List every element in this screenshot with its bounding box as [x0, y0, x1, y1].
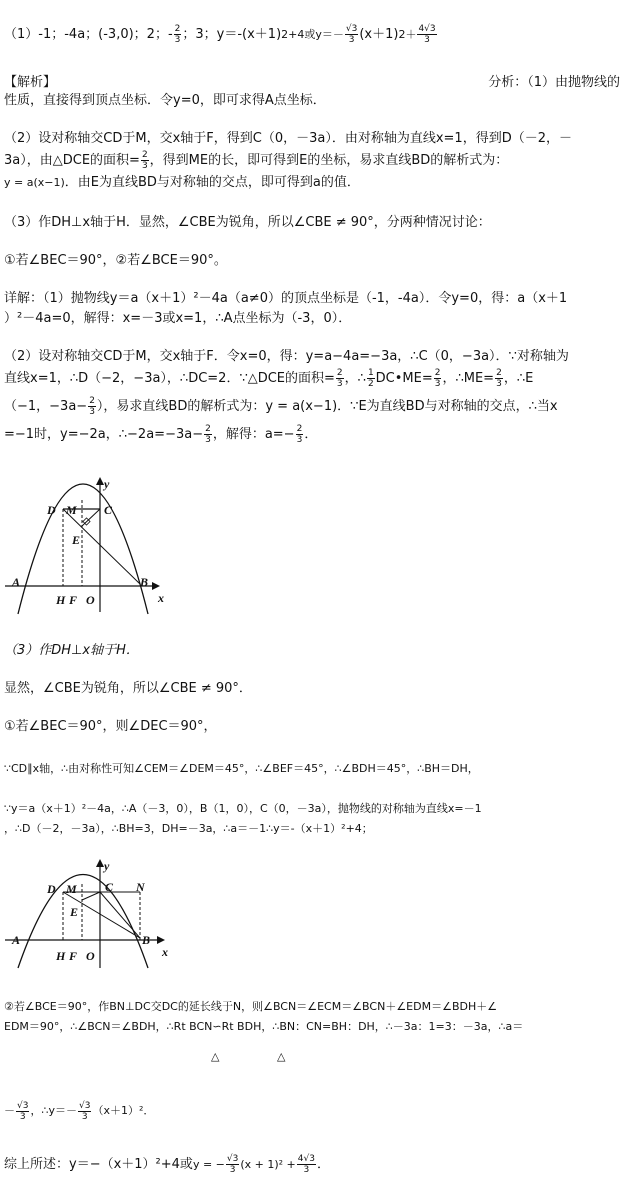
parabola-figure-2	[0, 856, 180, 974]
label-d: D	[47, 882, 56, 896]
x-axis-arrow	[157, 936, 165, 944]
parabola-curve	[18, 875, 151, 969]
analysis-heading: 分析：（1）由抛物线的	[488, 75, 620, 90]
detail-line4: 直线x=1，∴D（−2，−3a），∴DC=2．∵△DCE的面积= $\frac{2}{3}$ ，∴ $\frac{1}{2}$ DC•ME= $\frac{2}{3}$ ，∴ME= $\frac{2}{3}$ ，∴E	[4, 368, 534, 389]
detail-line1: 详解：（1）抛物线y＝a（x＋1）²－4a（a≠0）的顶点坐标是（-1，-4a）．令y=0，得：a（x＋1	[4, 291, 568, 306]
fraction: $\frac{2}{3}$	[89, 396, 95, 417]
summary-line: 综上所述：y＝−（x＋1）²+4或y = − $\frac{√3}{3}$ (x + 1)² + $\frac{4√3}{3}$ ．	[4, 1154, 330, 1175]
analysis-p2-line1: （2）设对称轴交CD于M，交x轴于F，得到C（0，－3a）．由对称轴为直线x=1，得到D（－2，－	[4, 131, 572, 146]
label-c: C	[104, 503, 113, 517]
part3-line6: ，∴D（－2，－3a），∴BH=3，DH=－3a，∴a＝－1∴y＝-（x＋1）²+4；	[4, 822, 373, 835]
part3-line1: （3）作DH⊥x轴于H．	[4, 643, 139, 658]
answer-part-2: ；3；y＝-(x＋1)	[182, 27, 282, 42]
part3-line3: ①若∠BEC＝90°，则∠DEC＝90°，	[4, 719, 217, 734]
triangle-symbol-1: △	[211, 1050, 220, 1063]
analysis-p2-line2: 3a），由△DCE的面积= $\frac{2}{3}$ ，得到ME的长，即可得到E的坐标，易求直线BD的解析式为：	[4, 150, 509, 171]
segment-ec	[82, 892, 100, 900]
label-e: E	[72, 533, 81, 547]
detail-line3: （2）设对称轴交CD于M，交x轴于F．令x=0，得：y=a−4a=−3a，∴C（0，−3a）．∵对称轴为	[4, 349, 569, 364]
answer-line	[4, 24, 624, 46]
fraction: $\frac{√3}{3}$	[226, 1154, 239, 1175]
fraction: $\frac{√3}{3}$	[17, 1100, 29, 1122]
label-o: O	[86, 593, 95, 607]
fraction: $\frac{2}{3}$	[205, 424, 211, 445]
label-c: C	[105, 880, 114, 894]
answer-part-1: （1）-1；-4a；(-3,0)；2；-	[4, 27, 173, 42]
segment-cb	[100, 892, 140, 938]
label-d: D	[47, 503, 56, 517]
label-a: A	[12, 575, 21, 589]
label-n: N	[136, 880, 145, 894]
fraction: $\frac{√3}{3}$	[78, 1100, 91, 1122]
part3-line4: ∵CD∥x轴，∴由对称性可知∠CEM＝∠DEM＝45°，∴∠BEF＝45°，∴∠BDH＝45°，∴BH＝DH，	[4, 762, 479, 775]
answer-part-4: (x＋1)	[359, 27, 399, 42]
label-x: x	[158, 591, 164, 605]
part4-line1: ②若∠BCE＝90°，作BN⊥DC交DC的延长线于N，则∠BCN＝∠ECM＝∠BCN＋∠EDM＝∠BDH＋∠	[4, 1000, 498, 1013]
label-a: A	[12, 933, 21, 947]
label-m: M	[66, 503, 77, 517]
part4-line2: EDM＝90°，∴∠BCN＝∠BDH，∴Rt BCN∽Rt BDH，∴BN：CN=BH：DH，∴－3a：1=3：－3a，∴a＝	[4, 1020, 524, 1033]
label-e: E	[70, 905, 79, 919]
part3-line2: 显然，∠CBE为锐角，所以∠CBE ≠ 90°．	[4, 681, 252, 696]
triangle-symbol-2: △	[277, 1050, 286, 1063]
label-b: B	[140, 575, 149, 589]
label-m: M	[66, 882, 77, 896]
analysis-p2-line3: y = a(x−1)．由E为直线BD与对称轴的交点，即可得到a的值．	[4, 175, 360, 190]
parabola-curve	[18, 484, 148, 614]
label-o: O	[86, 949, 95, 963]
parabola-figure-1	[0, 474, 175, 619]
fraction: $\frac{1}{2}$	[367, 368, 374, 389]
part4-line3: － $\frac{√3}{3}$ ，∴y＝－ $\frac{√3}{3}$ （x＋1）²．	[4, 1100, 155, 1122]
fraction: $\frac{2}{3}$	[141, 150, 148, 171]
detail-line5: （−1，−3a− $\frac{2}{3}$ ），易求直线BD的解析式为：y = a(x−1)．∵E为直线BD与对称轴的交点，∴当x	[4, 396, 558, 417]
label-h: H	[56, 949, 66, 963]
y-axis-arrow	[96, 859, 104, 867]
fraction: $\frac{√3}{3}$	[345, 24, 358, 45]
fraction: $\frac{2}{3}$	[296, 424, 303, 445]
label-h: H	[56, 593, 66, 607]
analysis-line: 性质，直接得到顶点坐标．令y=0，即可求得A点坐标．	[4, 93, 326, 108]
x-axis-arrow	[152, 582, 160, 590]
answer-part-3: 2+4或y＝－	[281, 28, 344, 41]
analysis-p3: （3）作DH⊥x轴于H．显然，∠CBE为锐角，所以∠CBE ≠ 90°，分两种情况讨论：	[4, 215, 491, 230]
y-axis-arrow	[96, 477, 104, 485]
analysis-p4: ①若∠BEC＝90°，②若∠BCE＝90°。	[4, 253, 227, 268]
detail-line2: ）²－4a=0，解得：x=－3或x=1，∴A点坐标为（-3，0）．	[4, 311, 352, 326]
label-f: F	[69, 949, 78, 963]
answer-part-5: 2＋	[398, 28, 417, 41]
label-y: y	[104, 477, 110, 491]
fraction: $\frac{2}{3}$	[434, 368, 441, 389]
analysis-tag: 【解析】	[4, 75, 57, 90]
label-b: B	[142, 933, 151, 947]
fraction: $\frac{4√3}{3}$	[297, 1154, 315, 1175]
label-f: F	[69, 593, 78, 607]
part3-line5: ∵y＝a（x＋1）²－4a，∴A（－3，0），B（1，0），C（0，－3a），抛物线的对称轴为直线x=－1	[4, 802, 482, 815]
label-y: y	[104, 859, 110, 873]
fraction: $\frac{2}{3}$	[336, 368, 343, 389]
detail-line6: =−1时，y=−2a，∴−2a=−3a− $\frac{2}{3}$ ，解得：a=− $\frac{2}{3}$ ．	[4, 424, 318, 445]
fraction: $\frac{2}{3}$	[496, 368, 502, 389]
fraction: $\frac{4√3}{3}$	[418, 24, 436, 45]
label-x: x	[162, 945, 168, 959]
fraction: $\frac{2}{3}$	[174, 24, 181, 45]
